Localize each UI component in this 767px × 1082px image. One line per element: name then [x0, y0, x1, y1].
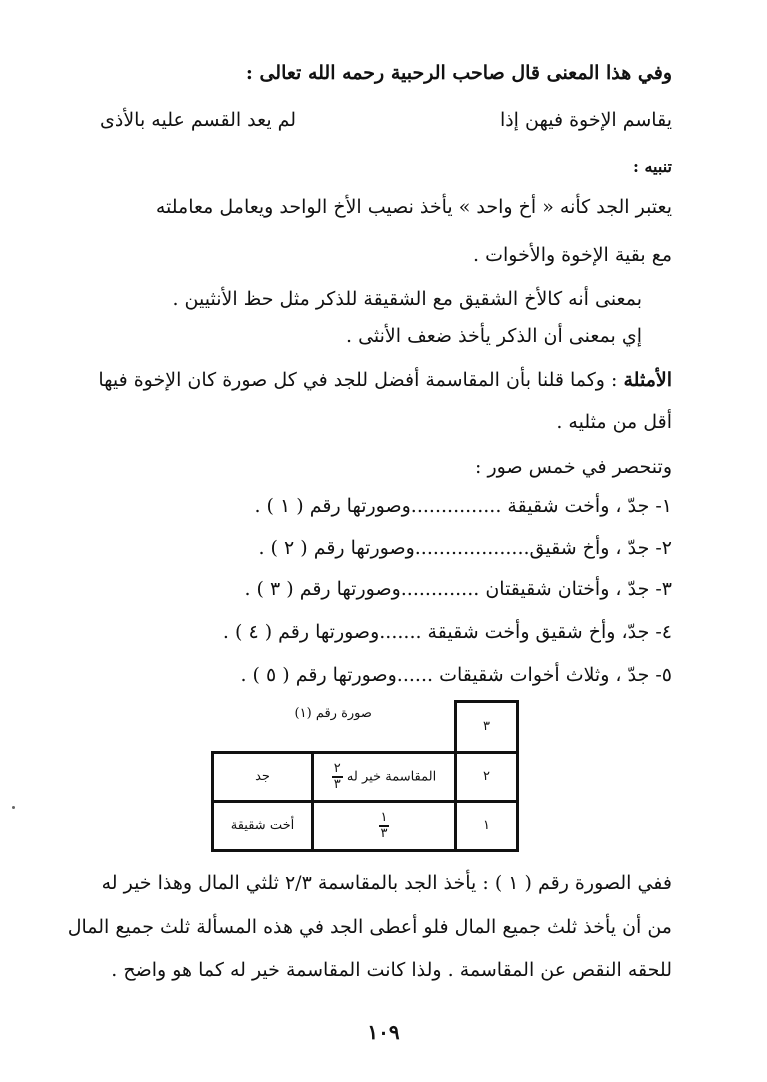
case-item-3: ٣- جدّ ، وأختان شقيقتان .............وصورتها رقم ( ٣ ) . [244, 578, 672, 600]
examples-line-1 [98, 365, 672, 395]
note-line-1: يعتبر الجد كأنه « أخ واحد » يأخذ نصيب الأخ الواحد ويعامل معاملته [155, 196, 672, 218]
examples-label: الأمثلة [623, 369, 672, 391]
case-item-2: ٢- جدّ ، وأخ شقيق...................وصورتها رقم ( ٢ ) . [258, 537, 672, 559]
conclusion-line-1: ففي الصورة رقم ( ١ ) : يأخذ الجد بالمقاسمة ٢/٣ ثلثي المال وهذا خير له [101, 872, 672, 894]
table-portion-cell: ١ [456, 801, 518, 850]
table-caption: صورة رقم (١) [294, 705, 372, 721]
verse-second-hemistich: لم يعد القسم عليه بالأذى [100, 109, 297, 131]
table-row [213, 752, 518, 801]
examples-line-1-text: : وكما قلنا بأن المقاسمة أفضل للجد في كل صورة كان الإخوة فيها [98, 369, 618, 391]
case-item-1: ١- جدّ ، وأخت شقيقة ...............وصورتها رقم ( ١ ) . [254, 495, 672, 517]
page-number: ١٠٩ [367, 1020, 400, 1044]
table-portion-cell: ٢ [456, 752, 518, 801]
share-label: المقاسمة خير له [346, 769, 437, 784]
note-line-4: إي بمعنى أن الذكر يأخذ ضعف الأنثى . [345, 325, 642, 347]
examples-line-2: أقل من مثليه . [556, 411, 672, 433]
examples-intro: وتنحصر في خمس صور : [475, 456, 672, 478]
note-title: تنبيه : [633, 157, 672, 176]
fraction-one-third [379, 811, 390, 841]
fraction-numerator: ٢ [333, 760, 341, 776]
table-share-cell [313, 801, 456, 850]
fraction-denominator: ٣ [333, 776, 341, 792]
case-item-5: ٥- جدّ ، وثلاث أخوات شقيقات ......وصورتها رقم ( ٥ ) . [240, 664, 672, 686]
inheritance-table [211, 700, 519, 852]
margin-dot [12, 806, 15, 809]
conclusion-line-2: من أن يأخذ ثلث جميع المال فلو أعطى الجد في هذه المسألة ثلث جميع المال [67, 916, 672, 938]
table-share-cell [313, 752, 456, 801]
conclusion-line-3: للحقه النقص عن المقاسمة . ولذا كانت المقاسمة خير له كما هو واضح . [111, 959, 672, 981]
table-heir-cell: أخت شقيقة [213, 801, 313, 850]
verse-first-hemistich: يقاسم الإخوة فيهن إذا [499, 109, 672, 131]
table-row [213, 801, 518, 850]
note-line-2: مع بقية الإخوة والأخوات . [473, 244, 672, 266]
fraction-two-thirds [332, 762, 343, 792]
section-heading: وفي هذا المعنى قال صاحب الرحبية رحمه الله تعالى : [245, 62, 672, 84]
fraction-numerator: ١ [380, 809, 388, 825]
case-item-4: ٤- جدّ، وأخ شقيق وأخت شقيقة .......وصورتها رقم ( ٤ ) . [222, 621, 672, 643]
table-heir-cell: جد [213, 752, 313, 801]
fraction-denominator: ٣ [380, 825, 388, 841]
note-line-3: بمعنى أنه كالأخ الشقيق مع الشقيقة للذكر مثل حظ الأنثيين . [172, 288, 642, 310]
table-base-cell: ٣ [456, 702, 518, 753]
